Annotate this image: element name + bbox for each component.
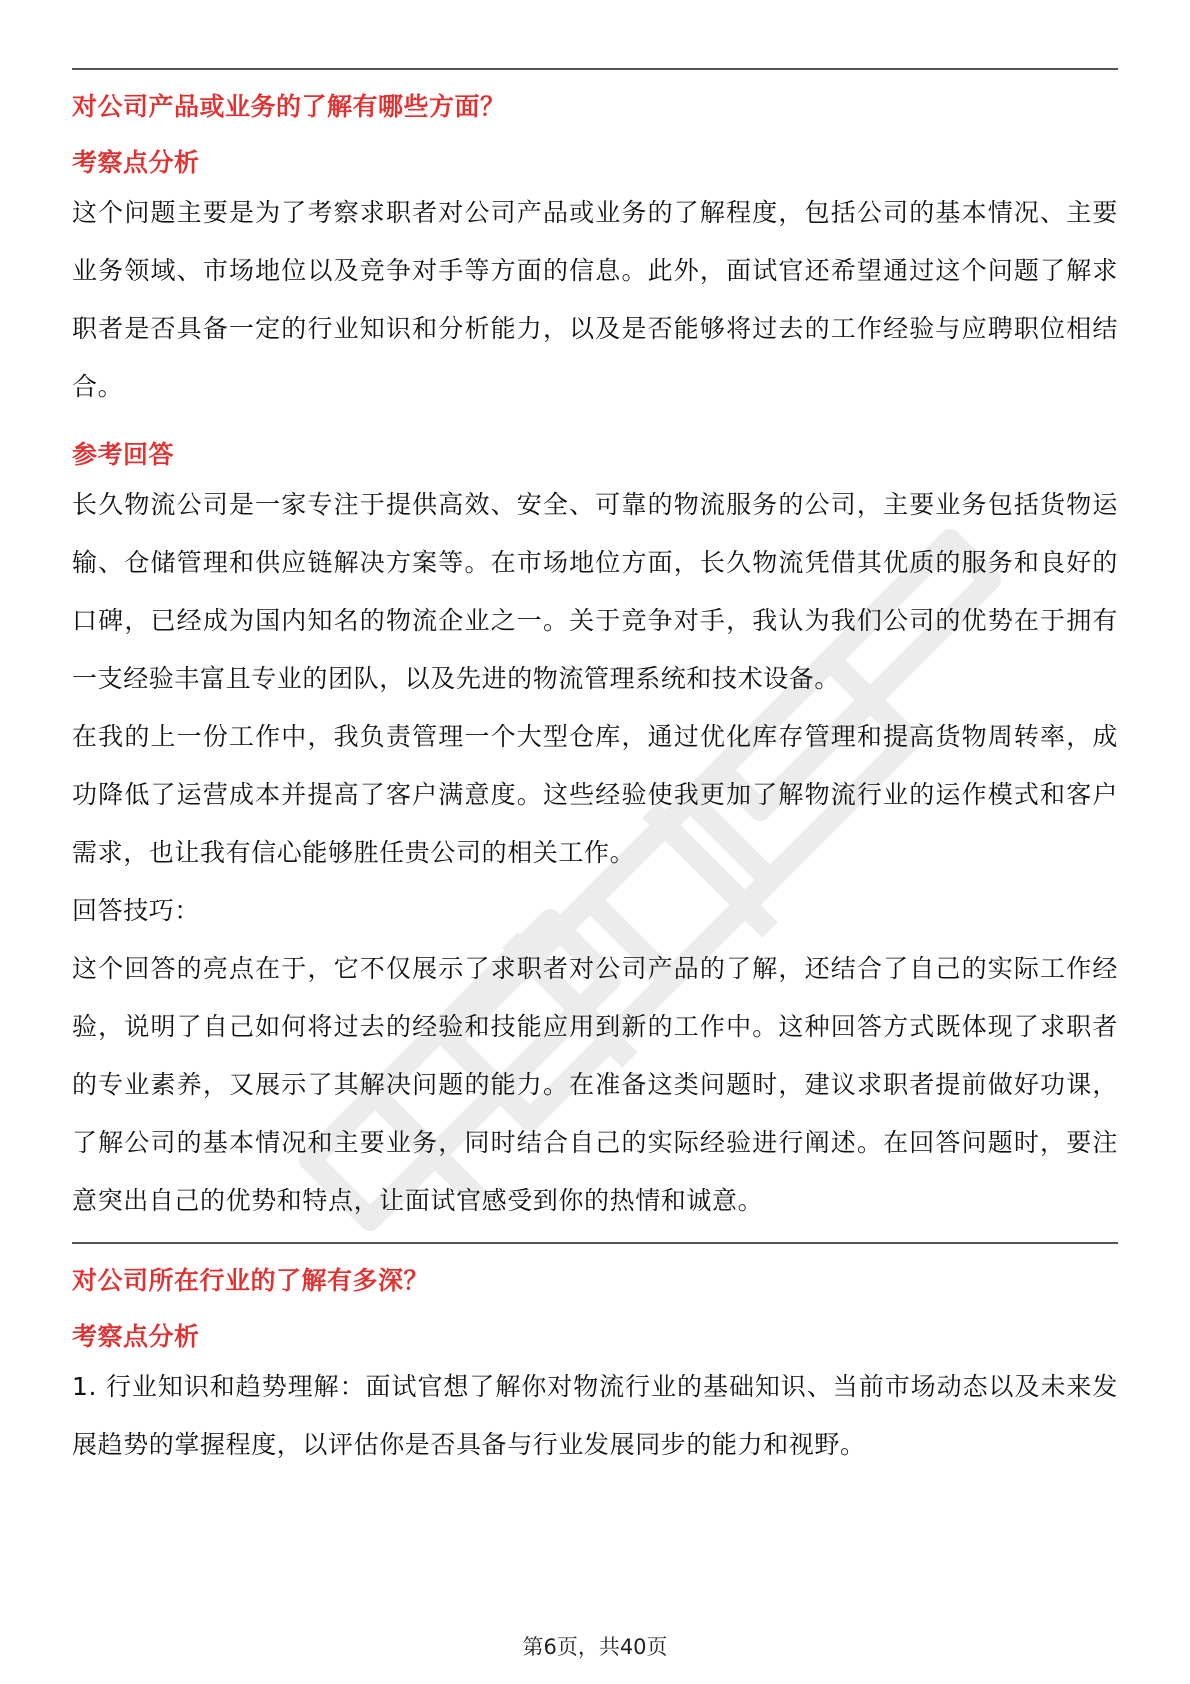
section-divider: [72, 68, 1118, 70]
section-divider: [72, 1242, 1118, 1244]
tips-paragraph: 这个回答的亮点在于，它不仅展示了求职者对公司产品的了解，还结合了自己的实际工作经验，说明了自己如何将过去的经验和技能应用到新的工作中。这种回答方式既体现了求职者的专业素养，又展示了其解决问题的能力。在准备这类问题时，建议求职者提前做好功课，了解公司的基本情况和主要业务，同时结合自己的实际经验进行阐述。在回答问题时，要注意突出自己的优势和特点，让面试官感受到你的热情和诚意。: [72, 954, 1118, 1215]
content-area: [72, 68, 1118, 1474]
question-title: 对公司所在行业的了解有多深？: [72, 1266, 430, 1295]
answer-paragraph-1: 长久物流公司是一家专注于提供高效、安全、可靠的物流服务的公司，主要业务包括货物运输、仓储管理和供应链解决方案等。在市场地位方面，长久物流凭借其优质的服务和良好的口碑，已经成为国内知名的物流企业之一。关于竞争对手，我认为我们公司的优势在于拥有一支经验丰富且专业的团队，以及先进的物流管理系统和技术设备。: [72, 490, 1118, 693]
analysis-heading: 考察点分析: [72, 1322, 200, 1351]
answer-heading: 参考回答: [72, 440, 175, 469]
page-number: 第6页，共40页: [522, 1635, 668, 1659]
answer-paragraph-2: 在我的上一份工作中，我负责管理一个大型仓库，通过优化库存管理和提高货物周转率，成功降低了运营成本并提高了客户满意度。这些经验使我更加了解物流行业的运作模式和客户需求，也让我有信心能够胜任贵公司的相关工作。: [72, 722, 1118, 867]
analysis-paragraph: 这个问题主要是为了考察求职者对公司产品或业务的了解程度，包括公司的基本情况、主要业务领域、市场地位以及竞争对手等方面的信息。此外，面试官还希望通过这个问题了解求职者是否具备一定的行业知识和分析能力，以及是否能够将过去的工作经验与应聘职位相结合。: [72, 198, 1118, 401]
analysis-item: 1. 行业知识和趋势理解：面试官想了解你对物流行业的基础知识、当前市场动态以及未来发展趋势的掌握程度，以评估你是否具备与行业发展同步的能力和视野。: [72, 1372, 1118, 1459]
qa-section-1: [72, 90, 1118, 1230]
qa-section-2: [72, 1264, 1118, 1474]
tips-label: 回答技巧：: [72, 896, 201, 925]
analysis-heading: 考察点分析: [72, 148, 200, 177]
question-title: 对公司产品或业务的了解有哪些方面？: [72, 92, 506, 121]
